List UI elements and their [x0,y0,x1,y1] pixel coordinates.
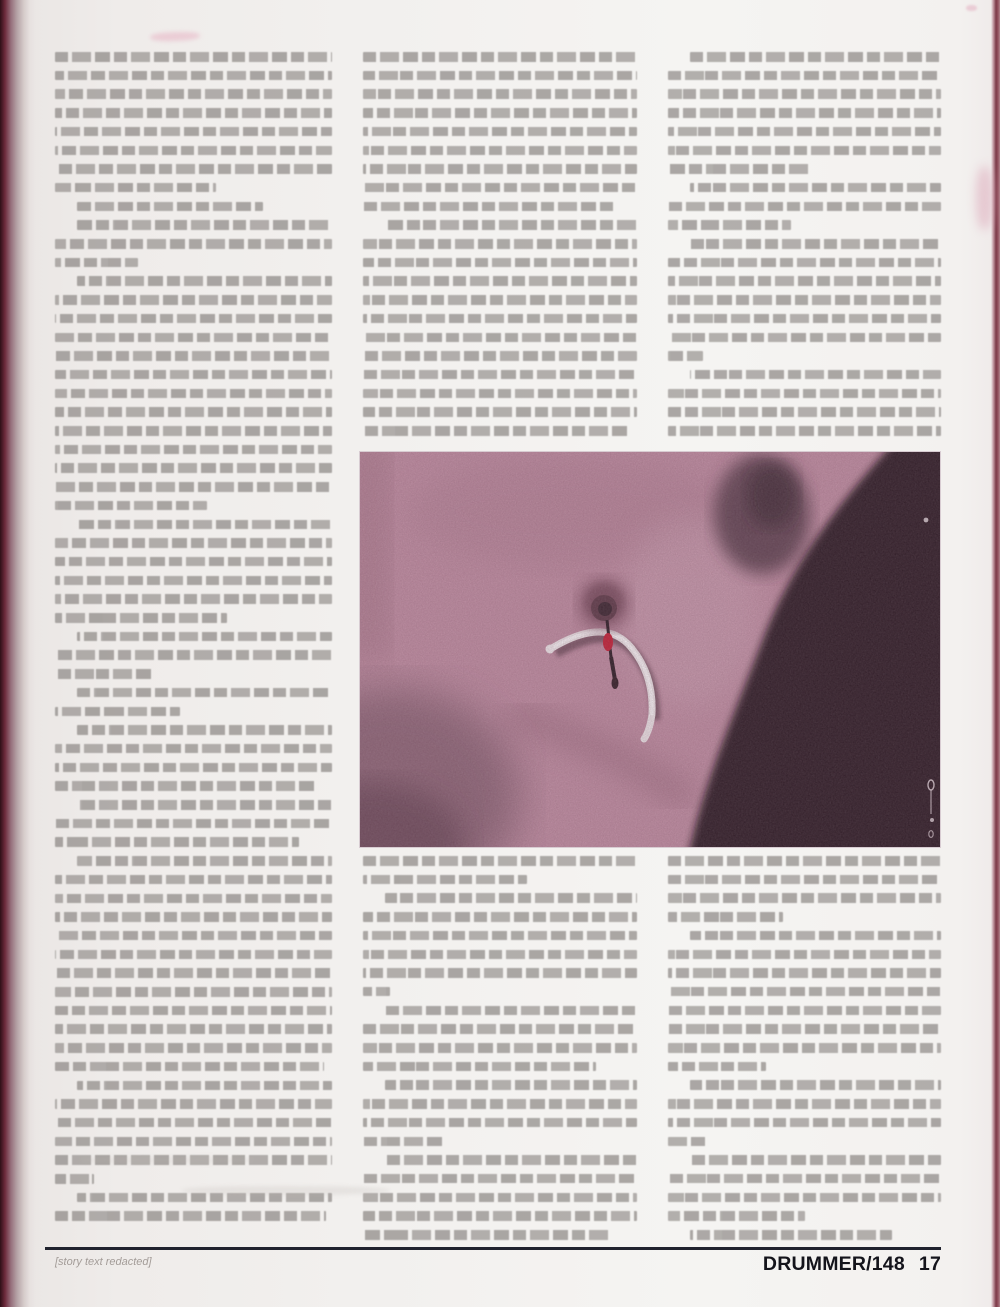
redacted-text-line [55,669,152,679]
redacted-text-line [55,370,332,380]
redacted-text-line [668,333,941,343]
redacted-text-line [363,1137,445,1147]
redacted-text-line [55,837,299,847]
redacted-text-line [668,351,703,361]
redacted-text-line [77,1081,332,1091]
redacted-text-line [55,650,332,660]
redacted-text-line [363,389,637,399]
redacted-text-line [55,89,332,99]
redacted-text-line [668,1118,941,1128]
redacted-text-line [363,71,637,81]
redacted-text-line [55,463,332,473]
redacted-text-line [363,1230,610,1240]
redacted-text-line [668,407,941,417]
redacted-text-line [668,1062,766,1072]
redacted-text-line [363,1174,637,1184]
page-number: 17 [918,1253,941,1275]
redacted-text-line [363,931,637,941]
redacted-text-line [363,89,637,99]
redacted-text-line [668,314,941,324]
redacted-text-line [77,202,263,212]
story-illustration [360,452,940,847]
redacted-text-line [55,557,332,567]
redacted-text-line [363,987,390,997]
redacted-text-line [668,146,941,156]
redacted-text-line [363,912,637,922]
redacted-text-line [77,856,332,866]
redacted-text-line [363,314,637,324]
redacted-text-line [668,893,941,903]
redacted-text-line [690,370,941,380]
redacted-text-line [55,1024,332,1034]
footer-rule [45,1247,941,1250]
redacted-text-line [668,912,783,922]
magazine-title: DRUMMER/148 [762,1253,905,1275]
redacted-text-line [385,1006,637,1016]
redacted-text-line [55,239,332,249]
redacted-text-line [385,1080,637,1090]
redacted-text-line [55,426,332,436]
redacted-text-line [385,1155,637,1165]
redacted-text-line [668,1193,941,1203]
redacted-text-line [55,968,332,978]
redacted-text-line [363,407,637,417]
redacted-text-line [363,856,637,866]
redacted-text-line [55,127,332,137]
redacted-text-line [55,351,332,361]
redacted-text-line [690,1155,941,1165]
redacted-text-line [385,893,637,903]
redacted-text-line [77,220,332,230]
redacted-text-line [55,576,332,586]
redacted-text-line [55,1006,332,1016]
redacted-text-line [363,1193,637,1203]
redacted-text-line [55,613,227,623]
redacted-text-line [55,71,332,81]
redacted-text-line [363,875,527,885]
redacted-text-line [55,1099,332,1109]
redacted-text-line [668,164,810,174]
redacted-text-line [55,875,332,885]
redacted-text-line [363,183,637,193]
redacted-text-line [55,258,138,268]
redacted-text-line [363,333,637,343]
redacted-text-line [668,1006,941,1016]
redacted-text-line [385,220,637,230]
redacted-text-line [690,1230,892,1240]
redacted-text-line [363,968,637,978]
redacted-text-line [690,183,941,193]
redacted-text-line [55,987,332,997]
redacted-text-line [55,1174,94,1184]
redacted-text-line [55,912,332,922]
folio-line [600,1253,941,1277]
redacted-text-line [690,239,941,249]
redacted-text-line [363,1024,637,1034]
redacted-text-line [668,950,941,960]
redacted-text-line [55,931,332,941]
redacted-text-line [363,1043,637,1053]
redacted-text-line [55,763,332,773]
redacted-text-line [668,875,941,885]
redacted-text-line [363,164,637,174]
redacted-text-line [77,800,332,810]
redacted-text-line [55,482,332,492]
scan-smudge [150,31,200,42]
redacted-text-line [77,725,332,735]
redacted-text-line [668,71,941,81]
redacted-text-line [55,1043,332,1053]
scan-smudge [80,1156,255,1164]
redacted-text-line [690,931,941,941]
redacted-text-line [668,220,791,230]
redacted-text-line [668,108,941,118]
redacted-text-line [77,688,332,698]
redacted-text-line [690,1080,941,1090]
redacted-text-line [668,295,941,305]
redacted-text-line [668,426,941,436]
redacted-text-line [363,351,637,361]
illustration-graphic [360,452,940,847]
scan-smudge [966,5,977,11]
redacted-text-line [55,501,207,511]
redacted-text-line [668,1099,941,1109]
redacted-text-line [55,1137,332,1147]
redacted-text-line [668,1174,941,1184]
redacted-text-line [668,856,941,866]
redacted-text-line [690,52,941,62]
redacted-text-line [55,108,332,118]
redacted-text-line [363,276,637,286]
redacted-text-line [668,968,941,978]
redacted-text-line [363,1099,637,1109]
redacted-text-line [363,950,637,960]
scan-smudge [182,1186,390,1195]
redacted-text-line [55,819,332,829]
scan-edge-left [0,0,36,1307]
redacted-text-line [668,389,941,399]
redacted-text-line [55,295,332,305]
redacted-text-line [55,164,332,174]
redacted-text-line [363,1062,596,1072]
redacted-text-line [668,276,941,286]
redacted-text-line [363,258,637,268]
redacted-text-line [55,594,332,604]
redacted-text-line [363,1211,637,1221]
redacted-text-line [77,632,332,642]
redacted-text-line [55,781,318,791]
redacted-text-line [363,108,637,118]
redacted-text-line [77,276,332,286]
redacted-text-line [363,1118,637,1128]
redacted-text-line [55,1211,326,1221]
redacted-text-line [363,370,637,380]
redacted-text-line [55,1062,324,1072]
redacted-text-line [363,127,637,137]
redacted-text-line [55,707,180,717]
redacted-text-line [55,52,332,62]
redacted-text-line [77,520,332,530]
redacted-text-line [55,389,332,399]
redacted-text-line [668,1211,805,1221]
redacted-text-line [668,1137,709,1147]
redacted-text-line [55,445,332,455]
redacted-text-line [668,89,941,99]
redacted-text-line [363,426,629,436]
redacted-text-line [363,202,615,212]
redaction-note: [story text redacted] [55,1256,152,1268]
redacted-text-line [55,894,332,904]
redacted-text-line [668,202,941,212]
scan-smudge [976,166,993,230]
redacted-text-line [668,258,941,268]
redacted-text-line [55,333,332,343]
redacted-text-line [668,127,941,137]
redacted-text-line [55,538,332,548]
redacted-text-line [55,744,332,754]
redacted-text-line [668,987,941,997]
redacted-text-line [55,146,332,156]
redacted-text-line [363,146,637,156]
redacted-text-line [363,295,637,305]
redacted-text-line [55,407,332,417]
redacted-text-line [668,1043,941,1053]
redacted-text-line [55,314,332,324]
redacted-text-line [668,1024,941,1034]
redacted-text-line [363,52,637,62]
redacted-text-line [55,950,332,960]
redacted-text-line [55,1118,332,1128]
redacted-text-line [55,183,216,193]
redacted-text-line [363,239,637,249]
